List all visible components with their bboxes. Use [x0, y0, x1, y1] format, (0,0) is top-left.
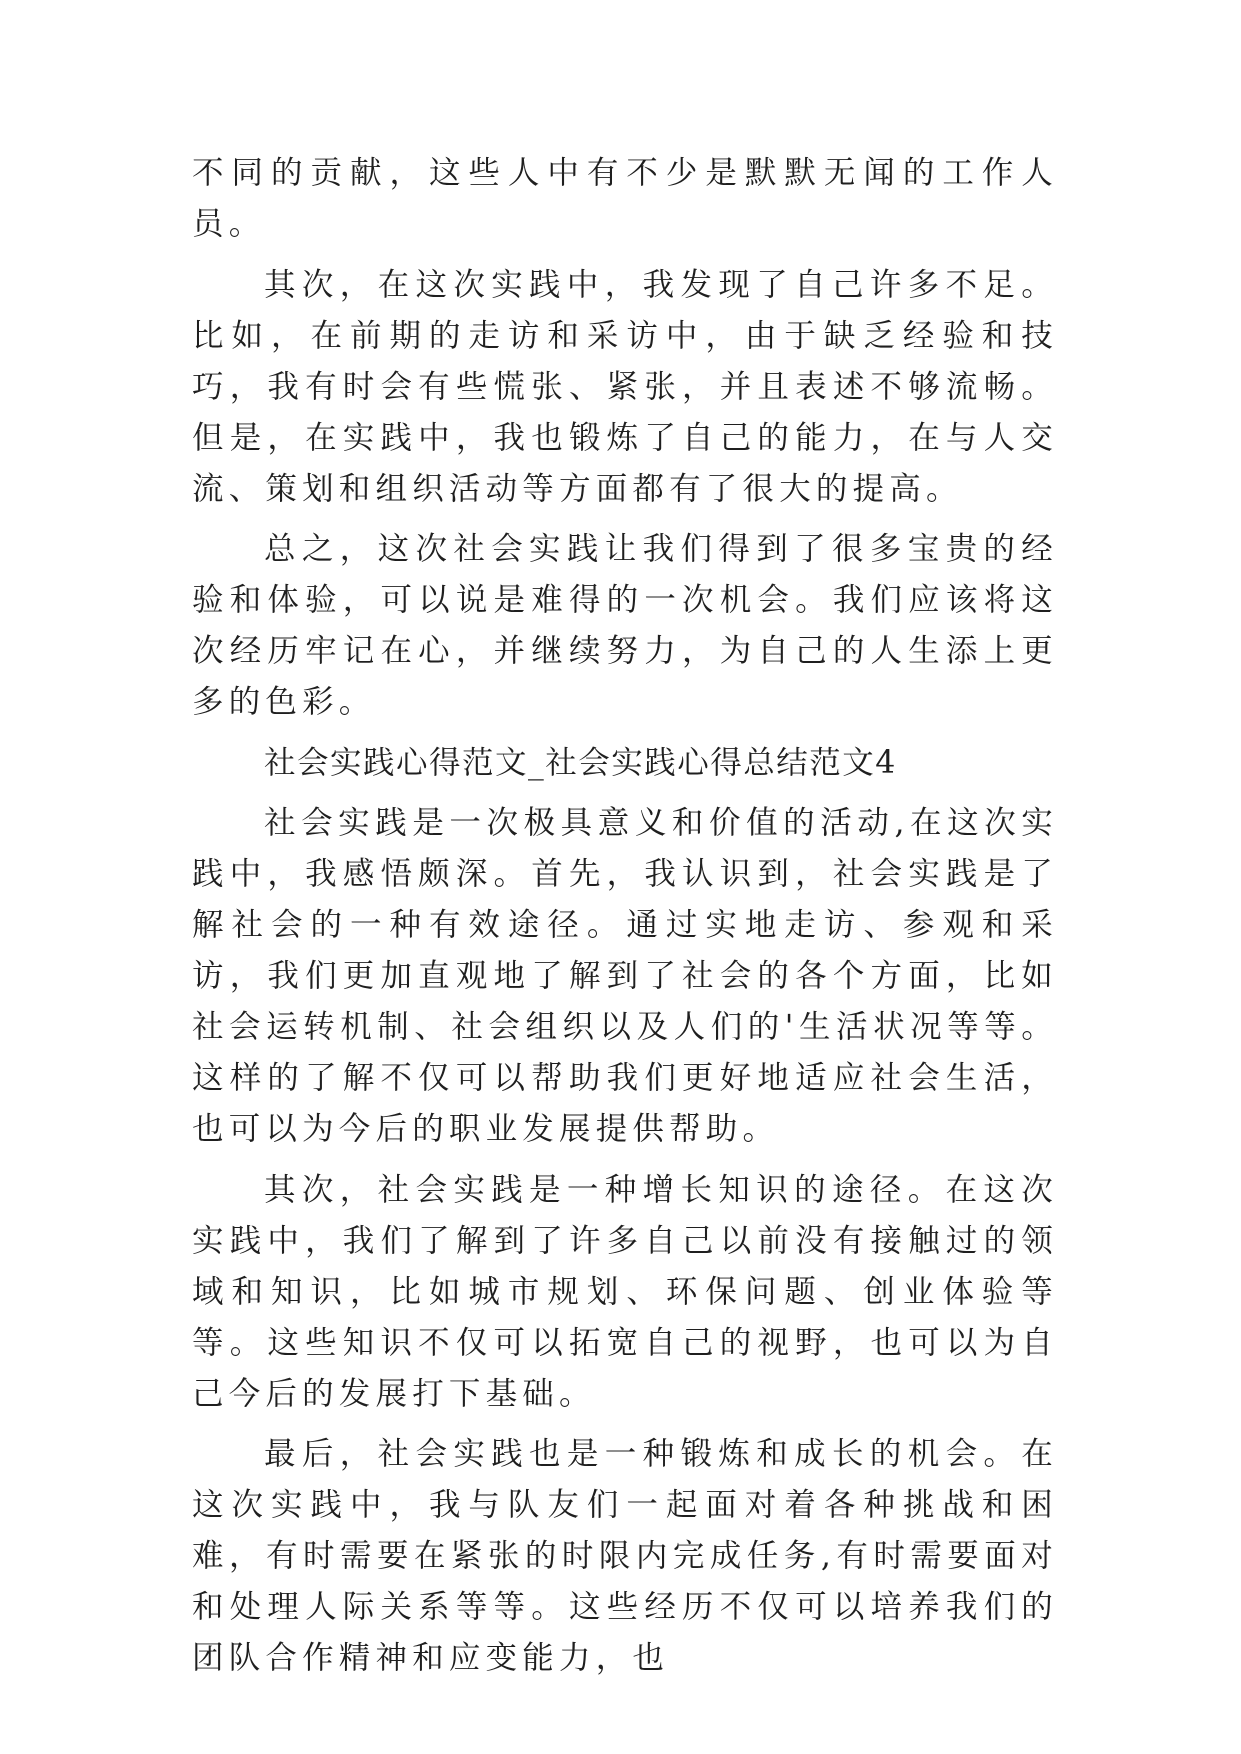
paragraph-knowledge: 其次，社会实践是一种增长知识的途径。在这次实践中，我们了解到了许多自己以前没有接触过的领域和知识，比如城市规划、环保问题、创业体验等等。这些知识不仅可以拓宽自己的视野，也可以为自己今后的发展打下基础。 [192, 1171, 1058, 1412]
paragraph-growth: 最后，社会实践也是一种锻炼和成长的机会。在这次实践中，我与队友们一起面对着各种挑战和困难，有时需要在紧张的时限内完成任务,有时需要面对和处理人际关系等等。这些经历不仅可以培养我们的团队合作精神和应变能力，也 [192, 1436, 1058, 1676]
paragraph-continuation: 不同的贡献，这些人中有不少是默默无闻的工作人员。 [192, 155, 1058, 242]
document-page [192, 148, 1058, 1694]
section-heading: 社会实践心得范文_社会实践心得总结范文4 [264, 744, 897, 781]
paragraph-summary: 总之，这次社会实践让我们得到了很多宝贵的经验和体验，可以说是难得的一次机会。我们应该将这次经历牢记在心，并继续努力，为自己的人生添上更多的色彩。 [192, 531, 1058, 720]
paragraph-understanding-society: 社会实践是一次极具意义和价值的活动,在这次实践中，我感悟颇深。首先，我认识到，社会实践是了解社会的一种有效途径。通过实地走访、参观和采访，我们更加直观地了解到了社会的各个方面，比如社会运转机制、社会组织以及人们的'生活状况等等。这样的了解不仅可以帮助我们更好地适应社会生活，也可以为今后的职业发展提供帮助。 [192, 805, 1058, 1147]
paragraph-shortcomings: 其次，在这次实践中，我发现了自己许多不足。比如，在前期的走访和采访中，由于缺乏经验和技巧，我有时会有些慌张、紧张，并且表述不够流畅。但是，在实践中，我也锻炼了自己的能力，在与人交流、策划和组织活动等方面都有了很大的提高。 [192, 266, 1058, 507]
